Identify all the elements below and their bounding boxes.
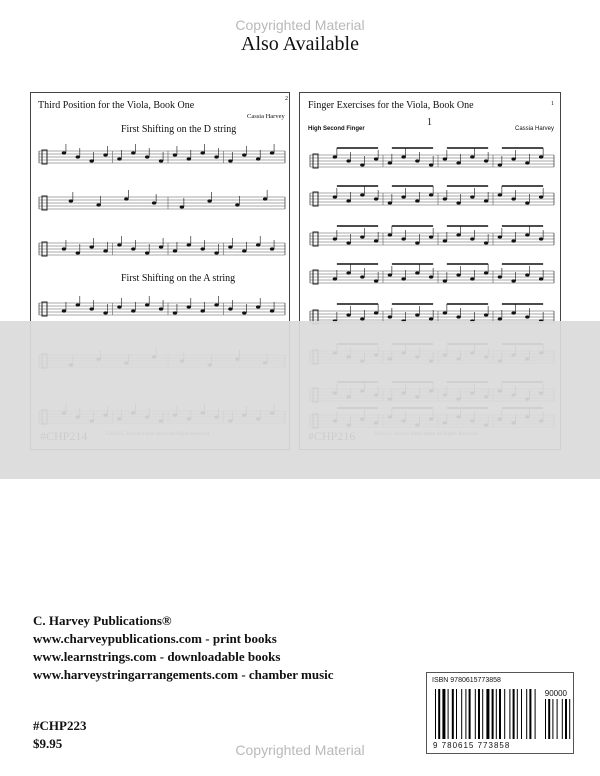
note-head — [456, 273, 460, 276]
addon-bar — [562, 699, 563, 739]
note-head — [525, 315, 529, 318]
note-head — [173, 249, 177, 252]
note-head — [346, 241, 350, 244]
barcode-bar — [529, 689, 531, 739]
note-head — [180, 205, 184, 208]
note-head — [228, 159, 232, 162]
note-head — [159, 159, 163, 162]
isbn-label: ISBN 9780615773858 — [432, 677, 501, 684]
note-head — [89, 307, 93, 310]
barcode-bar — [517, 689, 518, 739]
addon-bar — [569, 699, 570, 739]
note-head — [539, 237, 543, 240]
watermark-top: Copyrighted Material — [235, 17, 365, 33]
publisher-line-download: www.learnstrings.com - downloadable books — [33, 649, 281, 664]
barcode-bar — [448, 689, 449, 739]
note-head — [470, 195, 474, 198]
watermark-bottom: Copyrighted Material — [235, 742, 365, 758]
note-head — [131, 151, 135, 154]
addon-bar — [557, 699, 558, 739]
note-head — [498, 235, 502, 238]
note-head — [131, 247, 135, 250]
barcode-bar — [496, 689, 497, 739]
note-head — [228, 245, 232, 248]
note-head — [270, 309, 274, 312]
note-head — [388, 233, 392, 236]
note-head — [539, 277, 543, 280]
note-head — [511, 311, 515, 314]
barcode-bar — [452, 689, 454, 739]
note-head — [525, 233, 529, 236]
barcode-bar — [435, 689, 436, 739]
note-head — [443, 157, 447, 160]
note-head — [360, 163, 364, 166]
note-head — [346, 199, 350, 202]
note-head — [470, 237, 474, 240]
note-head — [346, 271, 350, 274]
note-head — [152, 201, 156, 204]
note-head — [159, 245, 163, 248]
note-head — [388, 273, 392, 276]
barcode-bar — [469, 689, 471, 739]
note-head — [263, 197, 267, 200]
note-head — [401, 155, 405, 158]
note-head — [443, 197, 447, 200]
note-head — [539, 155, 543, 158]
note-head — [401, 237, 405, 240]
note-head — [360, 235, 364, 238]
note-head — [103, 311, 107, 314]
note-head — [242, 249, 246, 252]
barcode-bar — [456, 689, 457, 739]
barcode-bar — [478, 689, 480, 739]
note-head — [484, 199, 488, 202]
note-head — [270, 151, 274, 154]
note-head — [187, 243, 191, 246]
note-head — [69, 199, 73, 202]
note-head — [76, 155, 80, 158]
note-head — [214, 303, 218, 306]
product-code: #CHP223 — [33, 718, 87, 733]
barcode-bar — [526, 689, 527, 739]
barcode-bar — [509, 689, 510, 739]
barcode-bar — [535, 689, 536, 739]
note-head — [89, 245, 93, 248]
note-head — [346, 159, 350, 162]
note-head — [539, 195, 543, 198]
note-head — [388, 201, 392, 204]
note-head — [62, 309, 66, 312]
note-head — [374, 157, 378, 160]
left-section-d: First Shifting on the D string — [121, 124, 237, 135]
note-head — [429, 193, 433, 196]
note-head — [374, 197, 378, 200]
barcode-bar — [499, 689, 501, 739]
note-head — [415, 199, 419, 202]
note-head — [415, 241, 419, 244]
page-heading: Also Available — [241, 33, 359, 55]
note-head — [256, 305, 260, 308]
barcode-bar — [461, 689, 462, 739]
price: $9.95 — [33, 736, 63, 751]
left-page-number: 2 — [285, 96, 288, 102]
note-head — [484, 313, 488, 316]
note-head — [124, 197, 128, 200]
note-head — [117, 157, 121, 160]
note-head — [145, 303, 149, 306]
note-head — [525, 273, 529, 276]
price-code: 90000 — [544, 689, 567, 698]
note-head — [117, 243, 121, 246]
barcode-bar — [482, 689, 483, 739]
note-head — [456, 233, 460, 236]
publisher-name: C. Harvey Publications® — [33, 613, 172, 628]
note-head — [415, 313, 419, 316]
left-section-a: First Shifting on the A string — [121, 273, 236, 284]
note-head — [187, 157, 191, 160]
note-head — [401, 277, 405, 280]
note-head — [173, 311, 177, 314]
note-head — [429, 275, 433, 278]
note-head — [242, 311, 246, 314]
publisher-info — [33, 612, 334, 684]
note-head — [200, 151, 204, 154]
publisher-line-print: www.charveypublications.com - print books — [33, 631, 277, 646]
note-head — [525, 201, 529, 204]
note-head — [333, 277, 337, 280]
barcode-bar — [513, 689, 515, 739]
preview-overlay-band — [0, 321, 600, 479]
note-head — [415, 159, 419, 162]
note-head — [415, 271, 419, 274]
note-head — [96, 203, 100, 206]
note-head — [484, 271, 488, 274]
note-head — [235, 203, 239, 206]
note-head — [89, 159, 93, 162]
note-head — [443, 239, 447, 242]
note-head — [214, 251, 218, 254]
addon-bar — [548, 699, 550, 739]
right-subtitle: High Second Finger — [308, 126, 365, 132]
note-head — [214, 155, 218, 158]
note-head — [173, 153, 177, 156]
right-page-number: 1 — [551, 101, 554, 107]
note-head — [256, 157, 260, 160]
barcode-bar — [492, 689, 494, 739]
note-head — [456, 315, 460, 318]
note-head — [346, 313, 350, 316]
note-head — [360, 193, 364, 196]
note-head — [374, 311, 378, 314]
note-head — [374, 239, 378, 242]
barcode-bar — [486, 689, 489, 739]
note-head — [511, 197, 515, 200]
note-head — [401, 195, 405, 198]
note-head — [498, 163, 502, 166]
addon-bar — [552, 699, 553, 739]
note-head — [484, 241, 488, 244]
note-head — [333, 237, 337, 240]
right-exercise-number: 1 — [427, 117, 432, 128]
note-head — [62, 151, 66, 154]
barcode-bar — [438, 689, 440, 739]
addon-bar — [545, 699, 546, 739]
note-head — [388, 161, 392, 164]
note-head — [145, 251, 149, 254]
note-head — [242, 153, 246, 156]
barcode-bar — [465, 689, 466, 739]
note-head — [270, 247, 274, 250]
right-author: Cassia Harvey — [515, 126, 555, 132]
note-head — [498, 275, 502, 278]
note-head — [131, 309, 135, 312]
publisher-line-chamber: www.harveystringarrangements.com - chamber music — [33, 667, 334, 682]
note-head — [511, 157, 515, 160]
note-head — [117, 305, 121, 308]
note-head — [333, 195, 337, 198]
note-head — [470, 155, 474, 158]
note-head — [207, 199, 211, 202]
note-head — [145, 155, 149, 158]
left-book-title: Third Position for the Viola, Book One — [38, 100, 195, 111]
note-head — [470, 277, 474, 280]
addon-bar — [565, 699, 567, 739]
right-book-title: Finger Exercises for the Viola, Book One — [308, 100, 474, 111]
note-head — [360, 275, 364, 278]
note-head — [62, 247, 66, 250]
note-head — [429, 163, 433, 166]
barcode-bar — [521, 689, 522, 739]
note-head — [76, 303, 80, 306]
note-head — [256, 243, 260, 246]
note-head — [498, 193, 502, 196]
barcode-bar — [504, 689, 505, 739]
note-head — [200, 309, 204, 312]
note-head — [456, 201, 460, 204]
note-head — [228, 307, 232, 310]
note-head — [429, 235, 433, 238]
note-head — [443, 311, 447, 314]
barcode-bar — [475, 689, 476, 739]
left-author: Cassia Harvey — [247, 113, 285, 120]
barcode-digits: 9 780615 773858 — [433, 741, 511, 750]
note-head — [511, 279, 515, 282]
note-head — [200, 247, 204, 250]
note-head — [333, 155, 337, 158]
note-head — [374, 279, 378, 282]
note-head — [159, 307, 163, 310]
note-head — [456, 161, 460, 164]
barcode-bar — [442, 689, 445, 739]
note-head — [443, 279, 447, 282]
note-head — [103, 153, 107, 156]
note-head — [525, 161, 529, 164]
note-head — [76, 251, 80, 254]
note-head — [187, 305, 191, 308]
note-head — [388, 315, 392, 318]
note-head — [103, 249, 107, 252]
note-head — [484, 159, 488, 162]
note-head — [511, 239, 515, 242]
